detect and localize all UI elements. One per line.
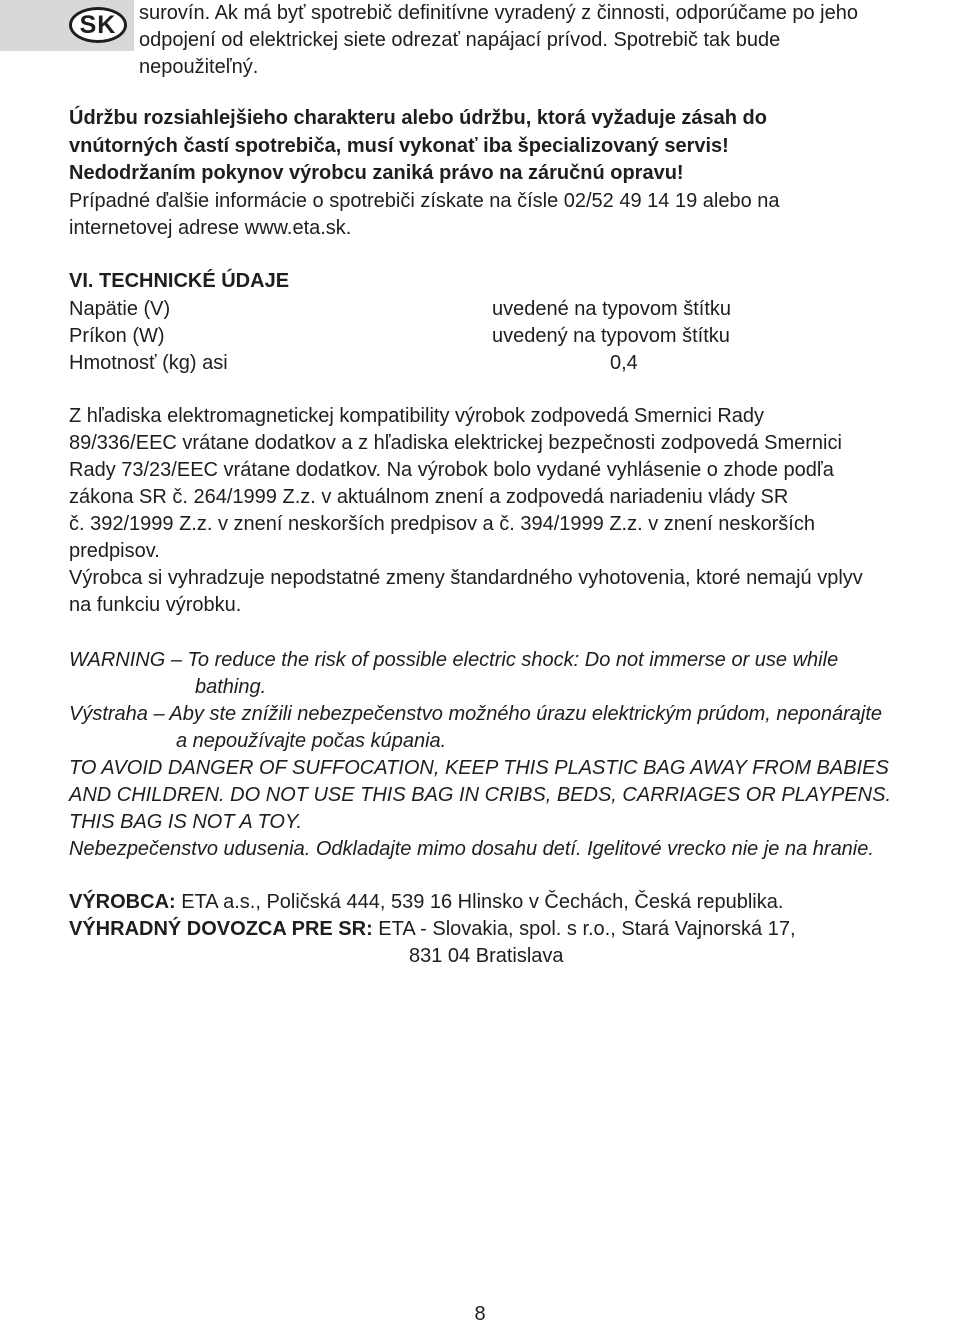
manufacturer-value: ETA a.s., Poličská 444, 539 16 Hlinsko v Čechách, Česká republika. [175, 891, 784, 913]
maintenance-warning-line: vnútorných častí spotrebiča, musí vykonať iba špecializovaný servis! [69, 135, 729, 157]
info-line: internetovej adrese www.eta.sk. [69, 217, 352, 239]
info-line: Prípadné ďalšie informácie o spotrebiči získate na čísle 02/52 49 14 19 alebo na [69, 190, 780, 212]
page-number: 8 [474, 1303, 486, 1325]
importer-value: ETA - Slovakia, spol. s r.o., Stará Vajnorská 17, [372, 918, 796, 940]
compliance-line: 89/336/EEC vrátane dodatkov a z hľadiska elektrickej bezpečnosti zodpovedá Smernici [69, 432, 842, 454]
tech-label-weight: Hmotnosť (kg) asi [69, 352, 228, 374]
warning-en-line: WARNING – To reduce the risk of possible electric shock: Do not immerse or use while [69, 649, 839, 671]
tech-value-power: uvedený na typovom štítku [492, 325, 730, 347]
importer-city: 831 04 Bratislava [409, 945, 564, 967]
tech-label-voltage: Napätie (V) [69, 298, 171, 320]
suffocation-en-line: TO AVOID DANGER OF SUFFOCATION, KEEP THIS PLASTIC BAG AWAY FROM BABIES [69, 757, 889, 779]
suffocation-en-line: AND CHILDREN. DO NOT USE THIS BAG IN CRIBS, BEDS, CARRIAGES OR PLAYPENS. [69, 784, 892, 806]
language-code: SK [69, 7, 127, 43]
intro-line: nepoužiteľný. [139, 56, 259, 78]
compliance-line: Výrobca si vyhradzuje nepodstatné zmeny štandardného vyhotovenia, ktoré nemajú vplyv [69, 567, 863, 589]
tech-value-voltage: uvedené na typovom štítku [492, 298, 732, 320]
tech-heading: VI. TECHNICKÉ ÚDAJE [69, 270, 290, 292]
warning-sk-line: a nepoužívajte počas kúpania. [176, 730, 447, 752]
language-badge [0, 0, 134, 51]
importer-line [69, 915, 796, 943]
intro-line: surovín. Ak má byť spotrebič definitívne vyradený z činnosti, odporúčame po jeho [139, 2, 858, 24]
compliance-line: zákona SR č. 264/1999 Z.z. v aktuálnom znení a zodpovedá nariadeniu vlády SR [69, 486, 789, 508]
compliance-line: č. 392/1999 Z.z. v znení neskorších predpisov a č. 394/1999 Z.z. v znení neskorších [69, 513, 815, 535]
maintenance-warning-line: Nedodržaním pokynov výrobcu zaniká právo na záručnú opravu! [69, 162, 684, 184]
compliance-line: Z hľadiska elektromagnetickej kompatibility výrobok zodpovedá Smernici Rady [69, 405, 765, 427]
warning-sk-line: Výstraha – Aby ste znížili nebezpečenstvo možného úrazu elektrickým prúdom, neponárajte [69, 703, 883, 725]
compliance-line: predpisov. [69, 540, 160, 562]
maintenance-warning-line: Údržbu rozsiahlejšieho charakteru alebo údržbu, ktorá vyžaduje zásah do [69, 107, 767, 129]
intro-paragraph [139, 0, 858, 81]
warning-en-line: bathing. [195, 676, 267, 698]
compliance-line: Rady 73/23/EEC vrátane dodatkov. Na výrobok bolo vydané vyhlásenie o zhode podľa [69, 459, 834, 481]
tech-label-power: Príkon (W) [69, 325, 165, 347]
suffocation-en-line: THIS BAG IS NOT A TOY. [69, 811, 303, 833]
tech-value-weight: 0,4 [610, 352, 638, 374]
manufacturer-label: VÝROBCA: [69, 891, 176, 913]
suffocation-sk-line: Nebezpečenstvo udusenia. Odkladajte mimo dosahu detí. Igelitové vrecko nie je na hranie. [69, 838, 874, 860]
compliance-line: na funkciu výrobku. [69, 594, 242, 616]
importer-label: VÝHRADNÝ DOVOZCA PRE SR: [69, 918, 373, 940]
manufacturer-line [69, 888, 783, 916]
intro-line: odpojení od elektrickej siete odrezať napájací prívod. Spotrebič tak bude [139, 29, 781, 51]
